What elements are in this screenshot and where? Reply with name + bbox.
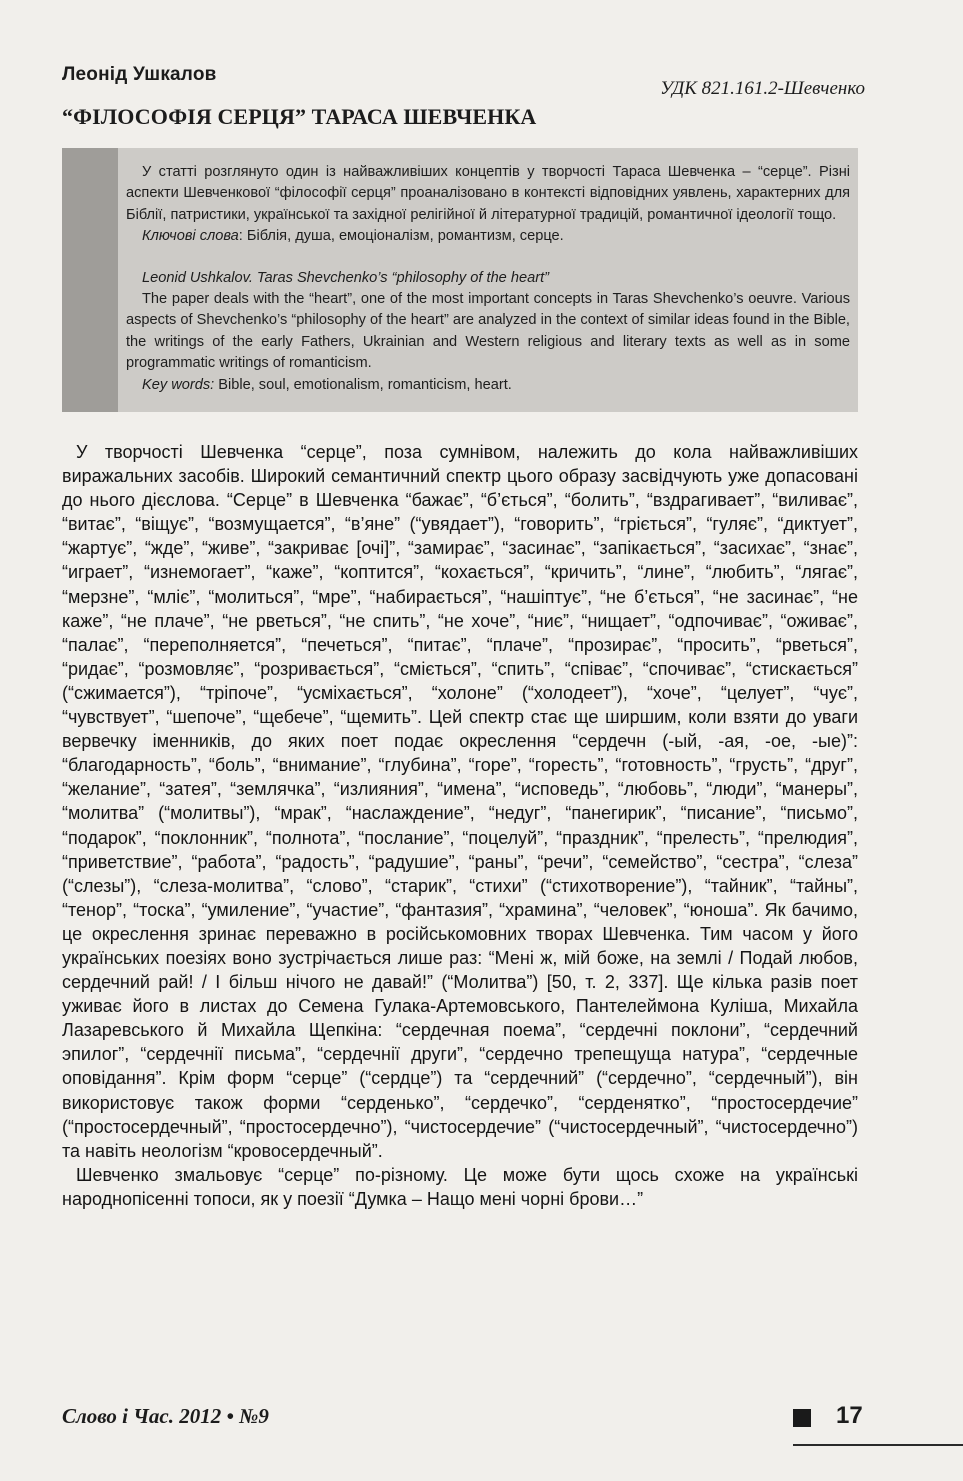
- author-name: Леонід Ушкалов: [62, 64, 217, 85]
- page-number: 17: [836, 1402, 863, 1429]
- uk-keywords-label: Ключові слова: [142, 228, 239, 245]
- abstract-side-bar: [62, 148, 118, 412]
- abstract-en-title: [126, 268, 850, 289]
- abstract-content: [126, 162, 850, 396]
- journal-title: Слово і Час. 2012 • №9: [62, 1404, 269, 1428]
- abstract-uk: У статті розглянуто один із найважливіших концептів у творчості Тараса Шевченка – “серце”. Різні аспекти Шевченкової “філософії серця” проаналізовано в контексті відповідних уявлень, характерних для Біблії, патристики, української та західної релігійної й літературної традицій, романтичної ідеології тощо.: [126, 164, 850, 223]
- body-paragraph-2: Шевченко змальовує “серце” по-різному. Це може бути щось схоже на українські народнопісенні топоси, як у поезії “Думка – Нащо мені чорні брови…”: [62, 1164, 858, 1209]
- en-keywords: Bible, soul, emotionalism, romanticism, heart.: [214, 376, 512, 393]
- body-paragraph-1: У творчості Шевченка “серце”, поза сумнівом, належить до кола найважливіших виражальних засобів. Широкий семантичний спектр цього образу засвідчують уже допасовані до нього дієслова. “Серце” в Шевченка “бажає”, “б’ється”, “болить”, “вздрагивает”, “виливає”, “витає”, “віщує”, “возмущается”, “в’яне” (“увядает”), “говорить”, “гріється”, “гуляє”, “диктует”, “жартує”, “жде”, “живе”, “закриває [очі]”, “замирає”, “засинає”, “запікається”, “засихає”, “знає”, “играет”, “изнемогает”, “каже”, “коптится”, “кохається”, “кричить”, “лине”, “любить”, “лягає”, “мерзне”, “мліє”, “молиться”, “мре”, “набирається”, “нашіптує”, “не б’ється”, “не засинає”, “не каже”, “не плаче”, “не рветься”, “не спить”, “не хоче”, “ниє”, “нищает”, “одпочиває”, “оживає”, “палає”, “переполняется”, “печеться”, “питає”, “плаче”, “прозирає”, “просить”, “рветься”, “ридає”, “розмовляє”, “розривається”, “сміється”, “спить”, “співає”, “спочиває”, “стискається” (“сжимается”), “тріпоче”, “усміхається”, “холоне” (“холодеет”), “хоче”, “целует”, “чує”, “чувствует”, “шепоче”, “щебече”, “щемить”. Цей спектр стає ще ширшим, коли взяти до уваги вервечку іменників, до яких поет подає окреслення “сердечн (-ый, -ая, -ое, -ые)”: “благодарность”, “боль”, “внимание”, “глубина”, “горе”, “горесть”, “готовность”, “грусть”, “друг”, “желание”, “затея”, “землячка”, “излияния”, “имена”, “исповедь”, “любовь”, “люди”, “манеры”, “молитва” (“молитвы”), “мрак”, “наслаждение”, “недуг”, “панегирик”, “писание”, “письмо”, “подарок”, “поклонник”, “полнота”, “послание”, “поцелуй”, “праздник”, “прелесть”, “прелюдия”, “приветствие”, “работа”, “радость”, “радушие”, “раны”, “речи”, “семейство”, “сестра”, “слеза” (“слезы”), “слеза-молитва”, “слово”, “старик”, “стихи” (“стихотворение”), “тайник”, “тайны”, “тенор”, “тоска”, “умиление”, “участие”, “фантазия”, “храмина”, “человек”, “юноша”. Як бачимо, це окреслення зринає переважно в російськомовних творах Шевченка. Тим часом у його українських поезіях воно зустрічається лише раз: “Мені ж, мій боже, на землі / Подай любов, сердечний рай! / І більш нічого не давай!” (“Молитва”) [50, т. 2, 337]. Ще кілька разів поет уживає його в листах до Семена Гулака-Артемовського, Пантелеймона Куліша, Михайла Лазаревського й Михайла Щепкіна: “сердечная поема”, “сердечні поклони”, “сердечний эпилог”, “сердечнії письма”, “сердечнії други”, “сердечно трепещуща натура”, “сердечные оповідання”. Крім форм “серце” (“сердце”) та “сердечний” (“сердечно”, “сердечный”), він використовує також форми “серденько”, “сердечко”, “серденятко”, “простосердечие” (“простосердечный”, “простосердечно”), “чистосердечие” (“чистосердечный”, “чистосердечно”) та навіть неологізм “кровосердечный”.: [62, 442, 858, 1161]
- article-title: “ФІЛОСОФІЯ СЕРЦЯ” ТАРАСА ШЕВЧЕНКА: [62, 104, 537, 129]
- footer-square-marker: [793, 1409, 811, 1427]
- abstract-en-keywords: [126, 375, 850, 396]
- uk-keywords: : Біблія, душа, емоціоналізм, романтизм, серце.: [238, 228, 564, 245]
- udk-code: УДК 821.161.2-Шевченко: [660, 78, 865, 99]
- abstract-box: [62, 148, 858, 412]
- abstract-uk-keywords: [126, 226, 850, 247]
- en-keywords-label: Key words:: [142, 376, 215, 393]
- article-body: [62, 440, 858, 1211]
- footer-rule: [793, 1444, 963, 1446]
- en-title: Leonid Ushkalov. Taras Shevchenko’s “philosophy of the heart”: [142, 269, 549, 286]
- abstract-en: The paper deals with the “heart”, one of the most important concepts in Taras Shevchenko’s oeuvre. Various aspects of Shevchenko’s “philosophy of the heart” are analyzed in the context of similar ideas found in the Bible, the writings of the early Fathers, Ukrainian and Western religious and literary texts as well as in some programmatic writings of romanticism.: [126, 291, 850, 372]
